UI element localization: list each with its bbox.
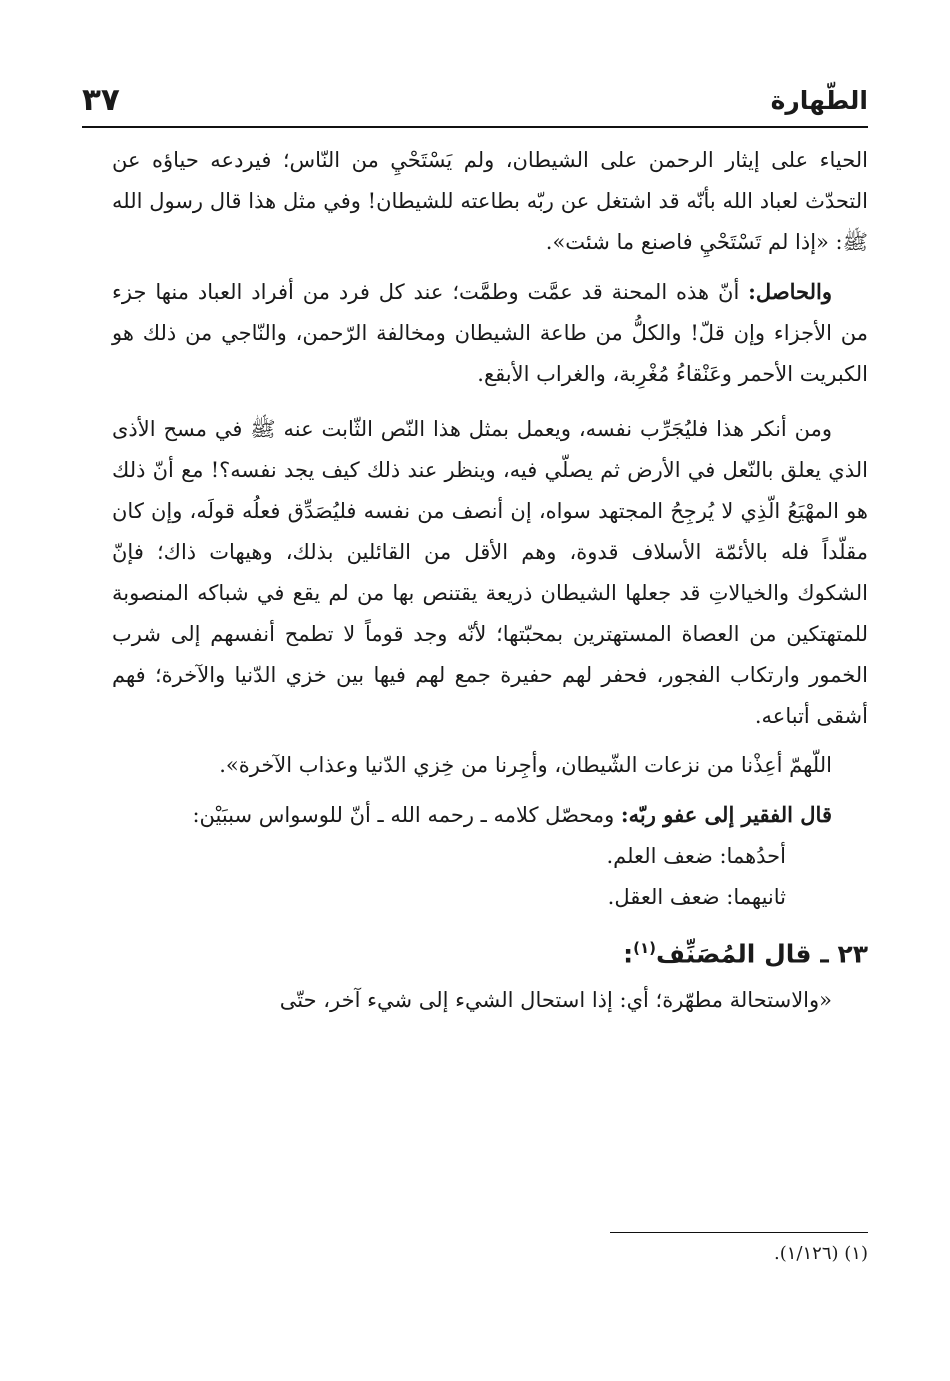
section-heading-colon: : — [623, 939, 634, 969]
section-heading-text: ٢٣ ـ قال المُصَنِّف — [656, 939, 868, 969]
list-item: أحدُهما: ضعف العلم. — [606, 844, 786, 868]
paragraph: «والاستحالة مطهّرة؛ أي: إذا استحال الشيء إلى شيء آخر، حتّى — [279, 988, 832, 1013]
paragraph: اللّهمّ أعِذْنا من نزعات الشّيطان، وأجِرنا من خِزي الدّنيا وعذاب الآخرة». — [219, 753, 832, 777]
paragraph-lead: قال الفقير إلى عفو ربّه: — [620, 802, 832, 827]
footnote-rule — [610, 1232, 868, 1233]
paragraph — [112, 271, 868, 395]
paragraph: ومن أنكر هذا فليُجَرِّب نفسه، ويعمل بمثل هذا النّص الثّابت عنه ﷺ في مسح الأذى الذي يعلق بالنّعل في الأرض ثم يصلّي فيه، وينظر عند ذلك كيف يجد نفسه؟! مع أنّ ذلك هو المهْيَعُ الّذِي لا يُرجِحُ المجتهد سواه، إن أنصف من نفسه فليُصَدِّق فعلُه قولَه، وإن كان مقلّداً فله بالأئمّة الأسلاف قدوة، وهم الأقل من القائلين بذلك، وهيهات ذاك؛ فإنّ الشكوك والخيالاتِ قد جعلها الشيطان ذريعة يقتنص بها من لم يقع في شباكه المنصوبة للمتهتكين من العصاة المستهترين بمحبّتها؛ لأنّه وجد قوماً لا تطمح أنفسهم إلى شرب الخمور وارتكاب الفجور، فحفر لهم حفيرة جمع لهم فيها بين خزي الدّنيا والآخرة؛ فهم أشقى أتباعه. — [112, 417, 868, 728]
paragraph-lead: والحاصل: — [748, 279, 832, 304]
header-rule — [82, 126, 868, 128]
footnote: (١) (١/١٢٦). — [774, 1243, 868, 1264]
main-text — [112, 140, 868, 1021]
paragraph-text: ومحصّل كلامه ـ رحمه الله ـ أنّ للوسواس سببَيْن: — [192, 803, 621, 827]
list-item: ثانيهما: ضعف العقل. — [607, 885, 786, 909]
paragraph-text: أنّ هذه المحنة قد عمَّت وطمَّت؛ عند كل فرد من أفراد العباد منها جزء من الأجزاء وإن قلّ! والكلُّ من طاعة الشيطان ومخالفة الرّحمن، والنّاجي من ذلك هو الكبريت الأحمر وعَنْقاءُ مُغْرِبة، والغراب الأبقع. — [112, 280, 868, 386]
running-title: الطّهارة — [770, 86, 868, 115]
paragraph: الحياء على إيثار الرحمن على الشيطان، ولم يَسْتَحْيِ من النّاس؛ فيردعه حياؤه عن التحدّث لعباد الله بأنّه قد اشتغل عن ربّه بطاعته للشيطان! وفي مثل هذا قال رسول الله ﷺ: «إذا لم تَسْتَحْيِ فاصنع ما شئت». — [112, 148, 868, 254]
paragraph — [112, 794, 868, 836]
page-number: ٣٧ — [82, 82, 120, 118]
section-heading — [112, 926, 868, 976]
footnote-marker: (١) — [633, 939, 657, 957]
page-header — [82, 84, 868, 124]
